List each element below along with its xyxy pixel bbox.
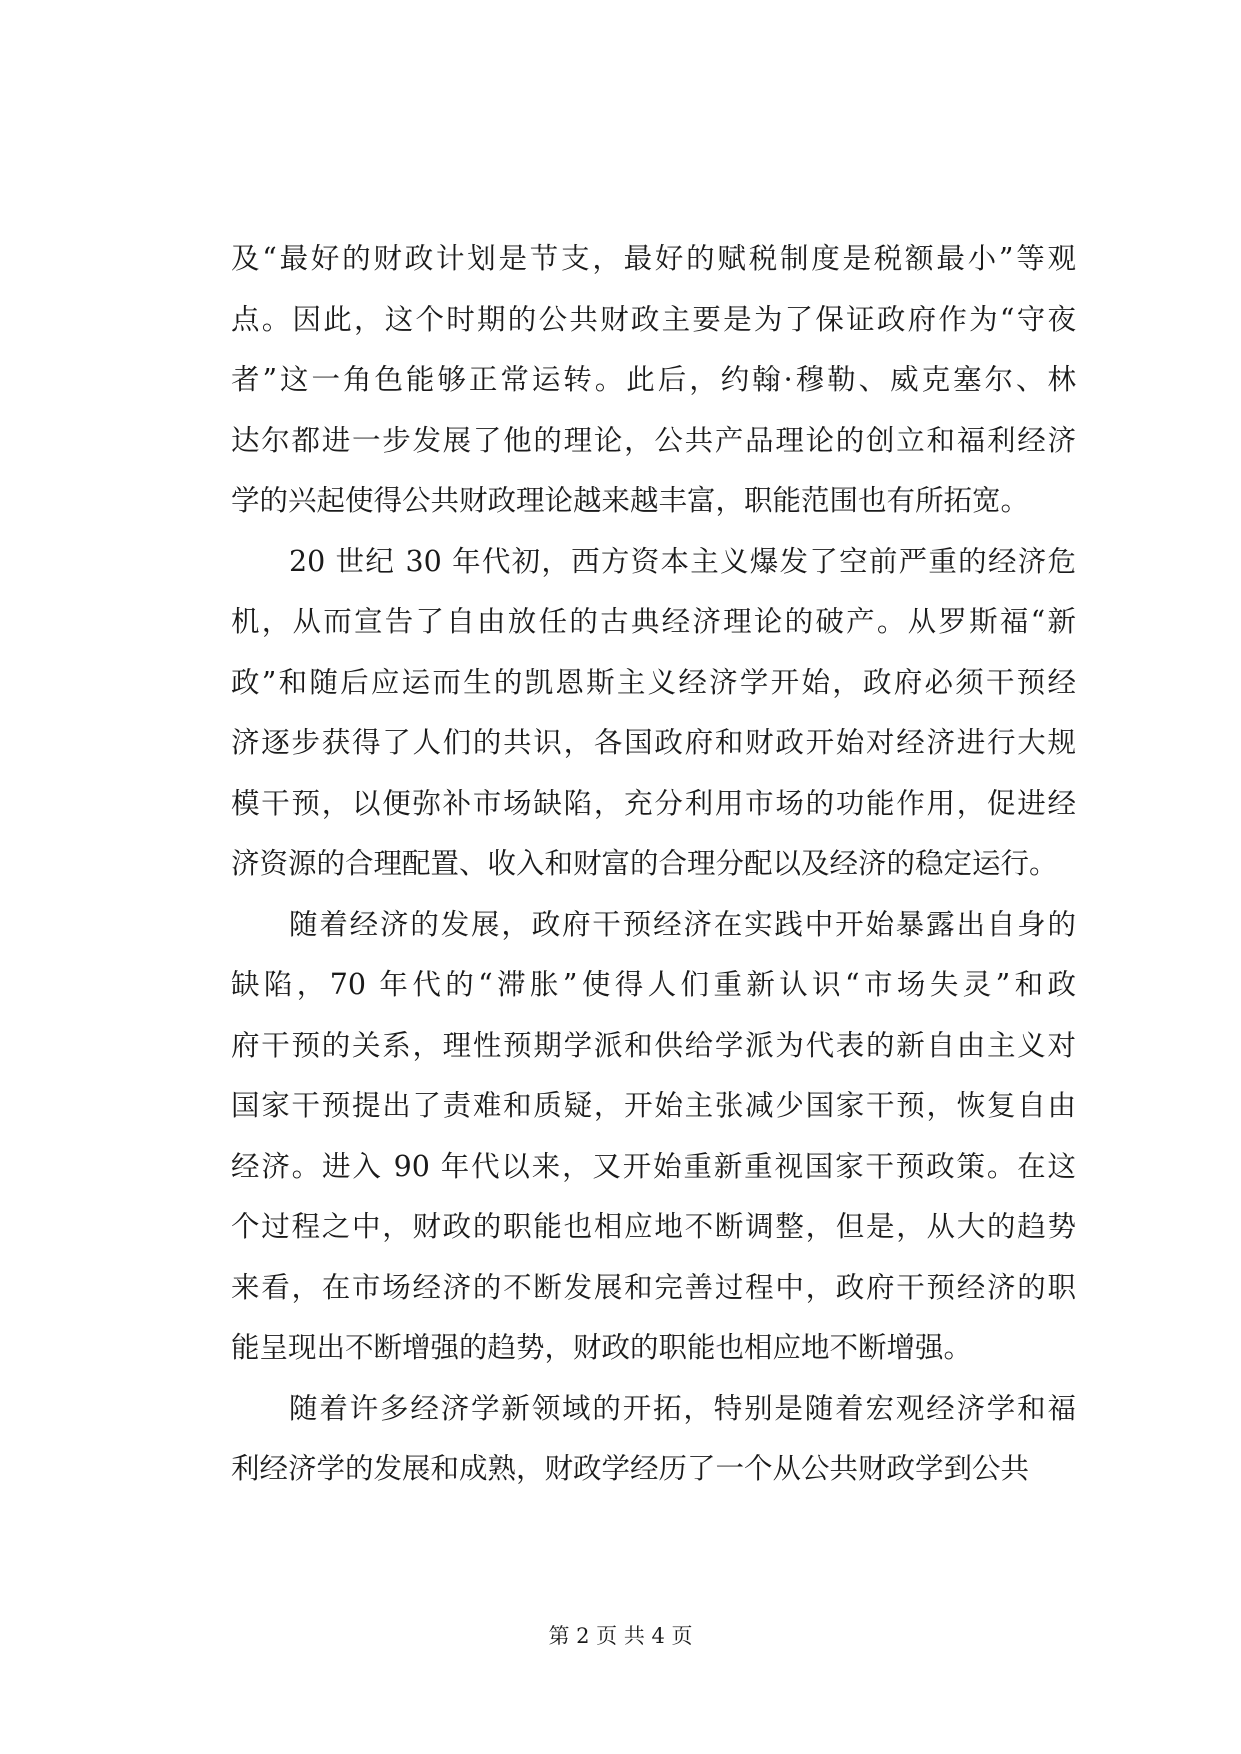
text-line: 点。因此，这个时期的公共财政主要是为了保证政府作为“守夜: [231, 302, 1076, 336]
text-line: 者”这一角色能够正常运转。此后，约翰·穆勒、威克塞尔、林: [231, 363, 1076, 396]
text-line: 及“最好的财政计划是节支，最好的赋税制度是税额最小”等观: [231, 242, 1076, 275]
text-line: 学的兴起使得公共财政理论越来越丰富，职能范围也有所拓宽。: [231, 484, 1030, 517]
page-footer: 第 2 页 共 4 页: [548, 1624, 693, 1648]
text-line: 随着经济的发展，政府干预经济在实践中开始暴露出自身的: [289, 907, 1076, 941]
text-line: 济资源的合理配置、收入和财富的合理分配以及经济的稳定运行。: [231, 847, 1058, 880]
text-line: 政”和随后应运而生的凯恩斯主义经济学开始，政府必须干预经: [231, 665, 1076, 699]
text-line: 济逐步获得了人们的共识，各国政府和财政开始对经济进行大规: [231, 726, 1076, 759]
text-line: 来看，在市场经济的不断发展和完善过程中，政府干预经济的职: [231, 1270, 1076, 1304]
text-line: 机，从而宣告了自由放任的古典经济理论的破产。从罗斯福“新: [231, 605, 1076, 638]
text-line: 随着许多经济学新领域的开拓，特别是随着宏观经济学和福: [289, 1391, 1076, 1425]
text-line: 利经济学的发展和成熟，财政学经历了一个从公共财政学到公共: [231, 1452, 1030, 1485]
body-text: [231, 229, 1076, 1500]
text-line: 能呈现出不断增强的趋势，财政的职能也相应地不断增强。: [231, 1331, 973, 1364]
text-line: 达尔都进一步发展了他的理论，公共产品理论的创立和福利经济: [231, 423, 1076, 457]
text-line: 个过程之中，财政的职能也相应地不断调整，但是，从大的趋势: [231, 1210, 1076, 1243]
text-line: 府干预的关系，理性预期学派和供给学派为代表的新自由主义对: [231, 1028, 1076, 1062]
paragraph: [231, 532, 1076, 895]
paragraph: [231, 1379, 1076, 1500]
text-line: 20 世纪 30 年代初，西方资本主义爆发了空前严重的经济危: [289, 544, 1076, 578]
text-line: 国家干预提出了责难和质疑，开始主张减少国家干预，恢复自由: [231, 1089, 1076, 1122]
paragraph: [231, 229, 1076, 532]
text-line: 模干预，以便弥补市场缺陷，充分利用市场的功能作用，促进经: [231, 786, 1076, 820]
text-line: 经济。进入 90 年代以来，又开始重新重视国家干预政策。在这: [231, 1149, 1076, 1183]
text-line: 缺陷，70 年代的“滞胀”使得人们重新认识“市场失灵”和政: [231, 968, 1076, 1001]
paragraph: [231, 895, 1076, 1379]
